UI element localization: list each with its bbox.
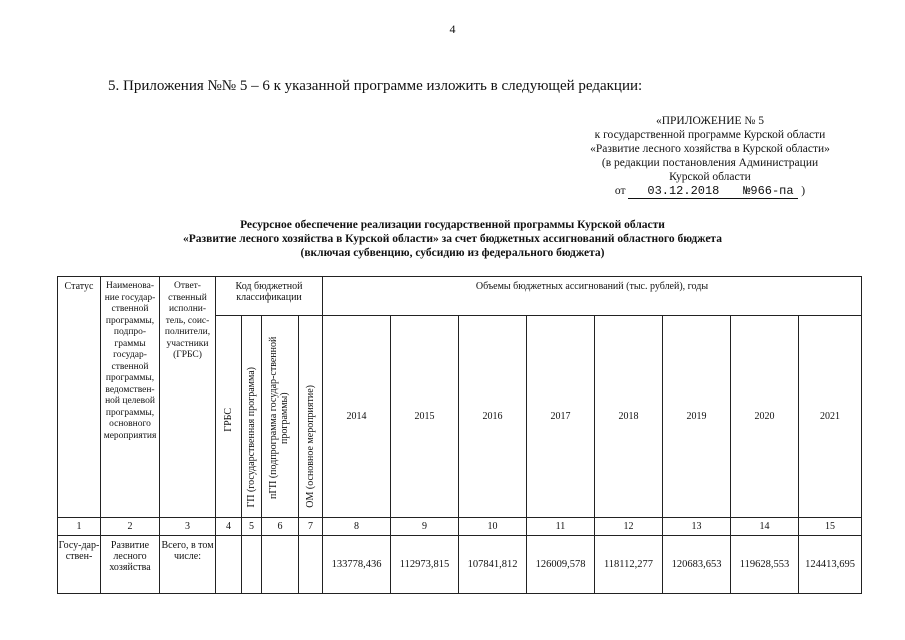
- header-status: Статус: [58, 277, 101, 518]
- appendix-date-row: [540, 184, 880, 199]
- column-number: 2: [101, 518, 160, 536]
- row-value: 107841,812: [459, 536, 527, 594]
- appendix-header: [540, 114, 880, 199]
- row-value: 119628,553: [731, 536, 799, 594]
- appendix-line: «ПРИЛОЖЕНИЕ № 5: [655, 115, 764, 127]
- header-name: Наименова-ние государ-ственной программы, подпро-граммы государ-ственной программы, ведомствен-ной целевой программы, основного мероприятия: [101, 277, 160, 518]
- header-year: 2018: [595, 316, 663, 518]
- close-paren: ): [801, 185, 806, 197]
- table-title: [0, 218, 905, 260]
- header-executor: Ответ-ственный исполни-тель, соис-полнители, участники (ГРБС): [160, 277, 216, 518]
- row-om: [299, 536, 323, 594]
- header-gp-text: ГП (государственная программа): [246, 367, 257, 508]
- title-line: (включая субвенцию, субсидию из федерального бюджета): [300, 247, 605, 259]
- column-number: 14: [731, 518, 799, 536]
- appendix-line: к государственной программе Курской области: [594, 129, 826, 141]
- column-number: 9: [391, 518, 459, 536]
- decree-number: №966-па: [738, 185, 798, 199]
- appendix-line: «Развитие лесного хозяйства в Курской области»: [590, 143, 830, 155]
- row-value: 124413,695: [799, 536, 862, 594]
- row-executor: Всего, в том числе:: [160, 536, 216, 594]
- appendix-line: Курской области: [669, 171, 751, 183]
- title-line: «Развитие лесного хозяйства в Курской области» за счет бюджетных ассигнований областного бюджета: [183, 233, 722, 245]
- header-year: 2017: [527, 316, 595, 518]
- row-status: Госу-дар-ствен-: [58, 536, 101, 594]
- header-year: 2020: [731, 316, 799, 518]
- column-number: 15: [799, 518, 862, 536]
- row-gp: [242, 536, 262, 594]
- page-number: 4: [449, 22, 456, 36]
- column-number: 11: [527, 518, 595, 536]
- header-volumes: Объемы бюджетных ассигнований (тыс. рублей), годы: [323, 277, 862, 316]
- table-row: [58, 536, 862, 594]
- column-number: 13: [663, 518, 731, 536]
- column-number: 10: [459, 518, 527, 536]
- header-pgp-text: пГП (подпрограмма государ-ственной программы): [268, 336, 290, 500]
- row-name: Развитие лесного хозяйства: [101, 536, 160, 594]
- header-pgp: [262, 316, 299, 518]
- header-year: 2016: [459, 316, 527, 518]
- header-grbs-text: ГРБС: [223, 408, 234, 432]
- header-budget-code: Код бюджетной классификации: [216, 277, 323, 316]
- column-number: 4: [216, 518, 242, 536]
- column-number: 5: [242, 518, 262, 536]
- column-number: 12: [595, 518, 663, 536]
- header-om: [299, 316, 323, 518]
- header-year: 2015: [391, 316, 459, 518]
- column-number: 6: [262, 518, 299, 536]
- row-value: 126009,578: [527, 536, 595, 594]
- row-pgp: [262, 536, 299, 594]
- header-year: 2021: [799, 316, 862, 518]
- column-number: 8: [323, 518, 391, 536]
- column-number: 7: [299, 518, 323, 536]
- row-grbs: [216, 536, 242, 594]
- row-value: 112973,815: [391, 536, 459, 594]
- row-value: 133778,436: [323, 536, 391, 594]
- from-label: от: [614, 185, 626, 197]
- header-om-text: ОМ (основное мероприятие): [305, 385, 316, 508]
- header-gp: [242, 316, 262, 518]
- decree-date: 03.12.2018: [628, 185, 738, 199]
- title-line: Ресурсное обеспечение реализации государственной программы Курской области: [240, 219, 665, 231]
- intro-paragraph: 5. Приложения №№ 5 – 6 к указанной программе изложить в следующей редакции:: [108, 78, 643, 94]
- budget-table: [57, 276, 862, 594]
- header-grbs: [216, 316, 242, 518]
- appendix-line: (в редакции постановления Администрации: [601, 157, 819, 169]
- header-year: 2014: [323, 316, 391, 518]
- row-value: 118112,277: [595, 536, 663, 594]
- column-number: 1: [58, 518, 101, 536]
- header-year: 2019: [663, 316, 731, 518]
- row-value: 120683,653: [663, 536, 731, 594]
- column-number: 3: [160, 518, 216, 536]
